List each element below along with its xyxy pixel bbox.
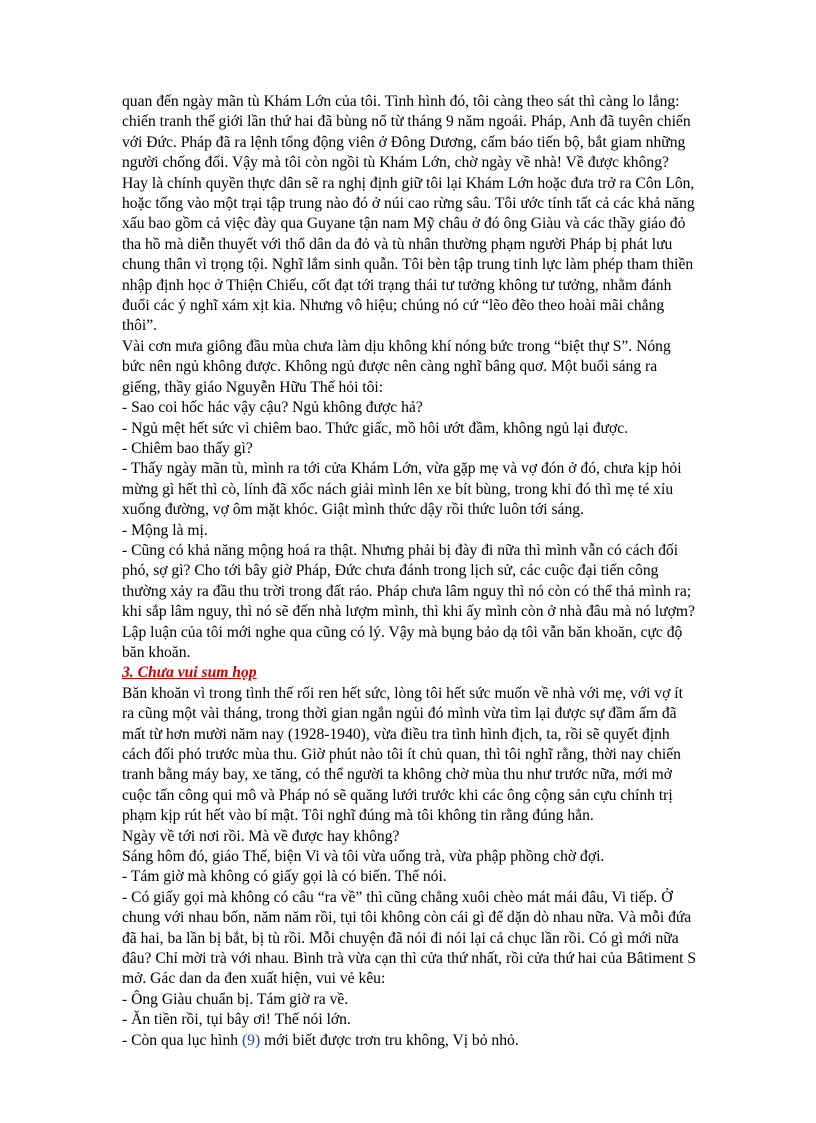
paragraph: Băn khoăn vì trong tình thế rối ren hết sức, lòng tôi hết sức muốn về nhà với mẹ, với vợ ít ra cũng một vài tháng, trong thời gian ngắn ngủi đó mình vừa tìm lại được sự đầm ấm đã mất từ hơn mười năm nay (1928-1940), vừa điều tra tình hình địch, ta, rồi sẽ quyết định cách đối phó trước mùa thu. Giờ phút nào tôi ít chủ quan, thì tôi nghĩ rằng, thời nay chiến tranh bằng máy bay, xe tăng, có thể người ta không chờ mùa thu như trước nữa, mới mở cuộc tấn công qui mô và Pháp nó sẽ quăng lưới trước khi các ông cộng sản cựu chính trị phạm kịp rút hết vào bí mật. Tôi nghĩ đúng mà tôi không tin rằng đúng hẳn. xyxy=(122,684,683,825)
footnote-link[interactable]: (9) xyxy=(241,1031,261,1049)
dialogue-line: - Ăn tiền rồi, tụi bây ơi! Thế nói lớn. xyxy=(122,1011,351,1029)
dialogue-line: - Ngủ mệt hết sức vì chiêm bao. Thức giấc, mồ hôi ướt đầm, không ngủ lại được. xyxy=(122,419,629,437)
paragraph: Ngày về tới nơi rồi. Mà về được hay không? xyxy=(122,827,400,845)
section-heading: 3. Chưa vui sum họp xyxy=(122,664,257,682)
dialogue-text: mới biết được trơn tru không, Vị bỏ nhỏ. xyxy=(260,1031,519,1049)
dialogue-line: - Mộng là mị. xyxy=(122,521,208,539)
paragraph: quan đến ngày mãn tù Khám Lớn của tôi. Tình hình đó, tôi càng theo sát thì càng lo lắng: chiến tranh thế giới lần thứ hai đã bùng nổ từ tháng 9 năm ngoái. Pháp, Anh đã tuyên chiến với Đức. Pháp đã ra lệnh tổng động viên ở Đông Dương, cấm báo tiến bộ, bắt giam những người chống đối. Vậy mà tôi còn ngồi tù Khám Lớn, chờ ngày về nhà! Về được không? Hay là chính quyền thực dân sẽ ra nghị định giữ tôi lại Khám Lớn hoặc đưa trở ra Côn Lôn, hoặc tống vào một trại tập trung nào đó ở núi cao rừng sâu. Tôi ước tính tất cả các khả năng xấu bao gồm cả việc đày qua Guyane tận nam Mỹ châu ở đó ông Giàu và các thầy giáo đỏ tha hồ mà diễn thuyết với thổ dân da đỏ và tù nhân thường phạm người Pháp bị phát lưu chung thân vì trọng tội. Nghĩ lắm sinh quẫn. Tôi bèn tập trung tinh lực làm phép tham thiền nhập định học ở Thiện Chiếu, cốt đạt tới trạng thái tư tưởng không tư tưởng, nhằm đánh đuổi các ý nghĩ xám xịt kia. Nhưng vô hiệu; chúng nó cứ “lẽo đẽo theo hoài mãi chẳng thôi”. xyxy=(122,93,695,335)
dialogue-line: - Cũng có khả năng mộng hoá ra thật. Nhưng phải bị đày đi nữa thì mình vẫn có cách đối phó, sợ gì? Cho tới bây giờ Pháp, Đức chưa đánh trong lịch sử, các cuộc đại tiến công thường xảy ra đầu thu trời trong đất ráo. Pháp chưa lâm nguy thì nó còn có thể thả mình ra; khi sắp lâm nguy, thì nó sẽ đến nhà lượm mình, thì khi ấy mình còn ở nhà đâu mà nó lượm? xyxy=(122,541,695,621)
document-page xyxy=(122,92,697,1051)
dialogue-line: - Ông Giàu chuẩn bị. Tám giờ ra về. xyxy=(122,990,349,1008)
paragraph: Vài cơn mưa giông đầu mùa chưa làm dịu không khí nóng bức trong “biệt thự S”. Nóng bức nên ngủ không được. Không ngủ được nên càng nghĩ bâng quơ. Một buổi sáng ra giếng, thầy giáo Nguyễn Hữu Thế hỏi tôi: xyxy=(122,337,671,396)
dialogue-text: - Còn qua lục hình xyxy=(122,1031,242,1049)
dialogue-line xyxy=(122,1031,697,1051)
dialogue-line: - Tám giờ mà không có giấy gọi là có biến. Thế nói. xyxy=(122,868,447,886)
dialogue-line: - Sao coi hốc hác vậy cậu? Ngủ không được hả? xyxy=(122,399,423,417)
paragraph: Sáng hôm đó, giáo Thế, biện Vi và tôi vừa uống trà, vừa phập phồng chờ đợi. xyxy=(122,848,605,866)
dialogue-line: - Chiêm bao thấy gì? xyxy=(122,439,253,457)
dialogue-line: - Có giấy gọi mà không có câu “ra về” thì cũng chẳng xuôi chèo mát mái đâu, Vi tiếp. Ở chung với nhau bốn, năm năm rồi, tụi tôi không còn cái gì để dặn dò nhau nữa. Và mỗi đứa đã hai, ba lần bị bắt, bị tù rồi. Mỗi chuyện đã nói đi nói lại cả chục lần rồi. Có gì mới nữa đâu? Chỉ mời trà với nhau. Bình trà vừa cạn thì cửa thứ nhất, rồi cửa thứ hai của Bâtiment S mở. Gác dan da đen xuất hiện, vui vẻ kêu: xyxy=(122,888,697,988)
paragraph: Lập luận của tôi mới nghe qua cũng có lý. Vậy mà bụng bảo dạ tôi vẫn băn khoăn, cực độ băn khoăn. xyxy=(122,623,683,661)
dialogue-line: - Thấy ngày mãn tù, mình ra tới cửa Khám Lớn, vừa gặp mẹ và vợ đón ở đó, chưa kịp hỏi mừng gì hết thì cò, lính đã xốc nách giải mình lên xe bít bùng, trong khi đó thì mẹ té xỉu xuống đường, vợ ôm mặt khóc. Giật mình thức dậy rồi thức luôn tới sáng. xyxy=(122,460,682,519)
